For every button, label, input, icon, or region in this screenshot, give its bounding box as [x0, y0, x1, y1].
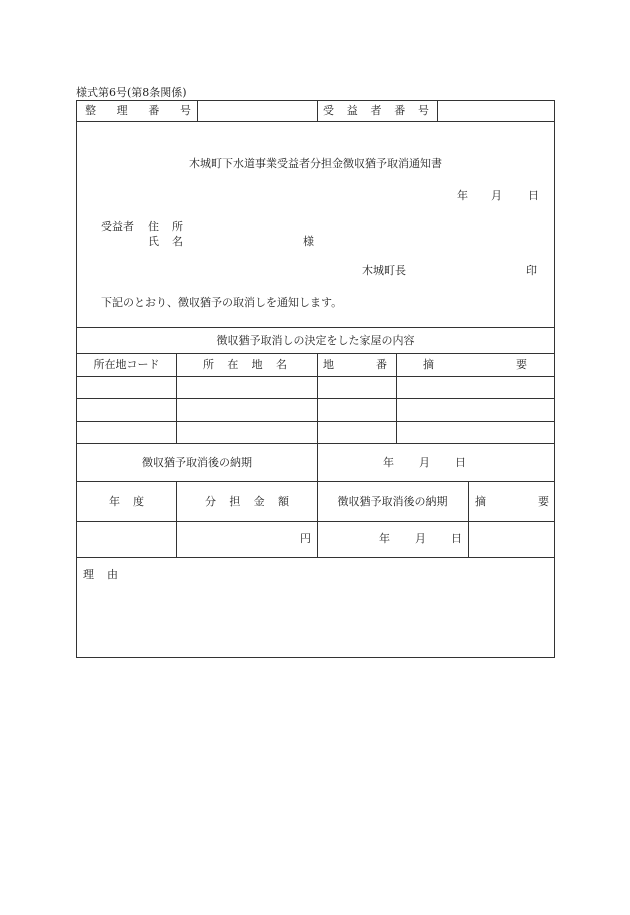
property-col-divider-2 [317, 353, 318, 443]
seal-mark: 印 [526, 264, 537, 277]
issuer-name: 木城町長 [362, 264, 406, 277]
recipient-label: 受益者 [101, 220, 134, 233]
header-divider-3 [437, 101, 438, 121]
divider-caption [77, 353, 554, 354]
jueki-bango-label: 受 益 者 番 号 [323, 104, 429, 117]
detail-header-deadline: 徴収猶予取消後の納期 [337, 495, 448, 508]
detail-month: 月 [415, 532, 426, 545]
header-divider-1 [197, 101, 198, 121]
divider-deadline [77, 481, 554, 482]
honorific: 様 [303, 235, 314, 248]
header-divider-2 [317, 101, 318, 121]
detail-col-divider-2 [317, 481, 318, 557]
form-number-label: 様式第6号(第8条関係) [76, 86, 187, 99]
divider-detail-row [77, 557, 554, 558]
detail-yen-unit: 円 [300, 532, 311, 545]
property-header-code: 所在地コード [93, 358, 160, 371]
deadline-divider [317, 443, 318, 481]
deadline-day: 日 [455, 456, 466, 469]
detail-year: 年 [379, 532, 390, 545]
notice-title: 木城町下水道事業受益者分担金徴収猶予取消通知書 [189, 157, 442, 170]
detail-header-remarks: 摘 要 [475, 495, 549, 508]
detail-col-divider-3 [468, 481, 469, 557]
notice-body: 下記のとおり、徴収猶予の取消しを通知します。 [101, 296, 343, 309]
address-label: 住 所 [148, 220, 183, 233]
property-col-divider-1 [176, 353, 177, 443]
property-header-remarks: 摘 要 [423, 358, 527, 371]
divider-row-2 [77, 421, 554, 422]
divider-property-header [77, 376, 554, 377]
seiri-bango-label: 整 理 番 号 [85, 104, 191, 117]
divider-row-1 [77, 398, 554, 399]
notice-form [76, 100, 555, 658]
deadline-label: 徴収猶予取消後の納期 [142, 456, 252, 469]
detail-header-year: 年 度 [109, 495, 144, 508]
property-caption: 徴収猶予取消しの決定をした家屋の内容 [216, 334, 415, 347]
divider-row-3 [77, 443, 554, 444]
detail-header-amount: 分 担 金 額 [205, 495, 289, 508]
divider-notice [77, 327, 554, 328]
detail-day: 日 [451, 532, 462, 545]
property-header-location: 所 在 地 名 [203, 358, 287, 371]
detail-col-divider-1 [176, 481, 177, 557]
date-year: 年 [457, 189, 468, 202]
property-col-divider-3 [396, 353, 397, 443]
name-label: 氏 名 [148, 235, 183, 248]
deadline-year: 年 [383, 456, 394, 469]
deadline-month: 月 [419, 456, 430, 469]
date-day: 日 [528, 189, 539, 202]
reason-label: 理 由 [83, 568, 118, 581]
date-month: 月 [491, 189, 502, 202]
property-header-lot: 地 番 [323, 358, 387, 371]
divider-detail-header [77, 521, 554, 522]
divider-header [77, 121, 554, 122]
